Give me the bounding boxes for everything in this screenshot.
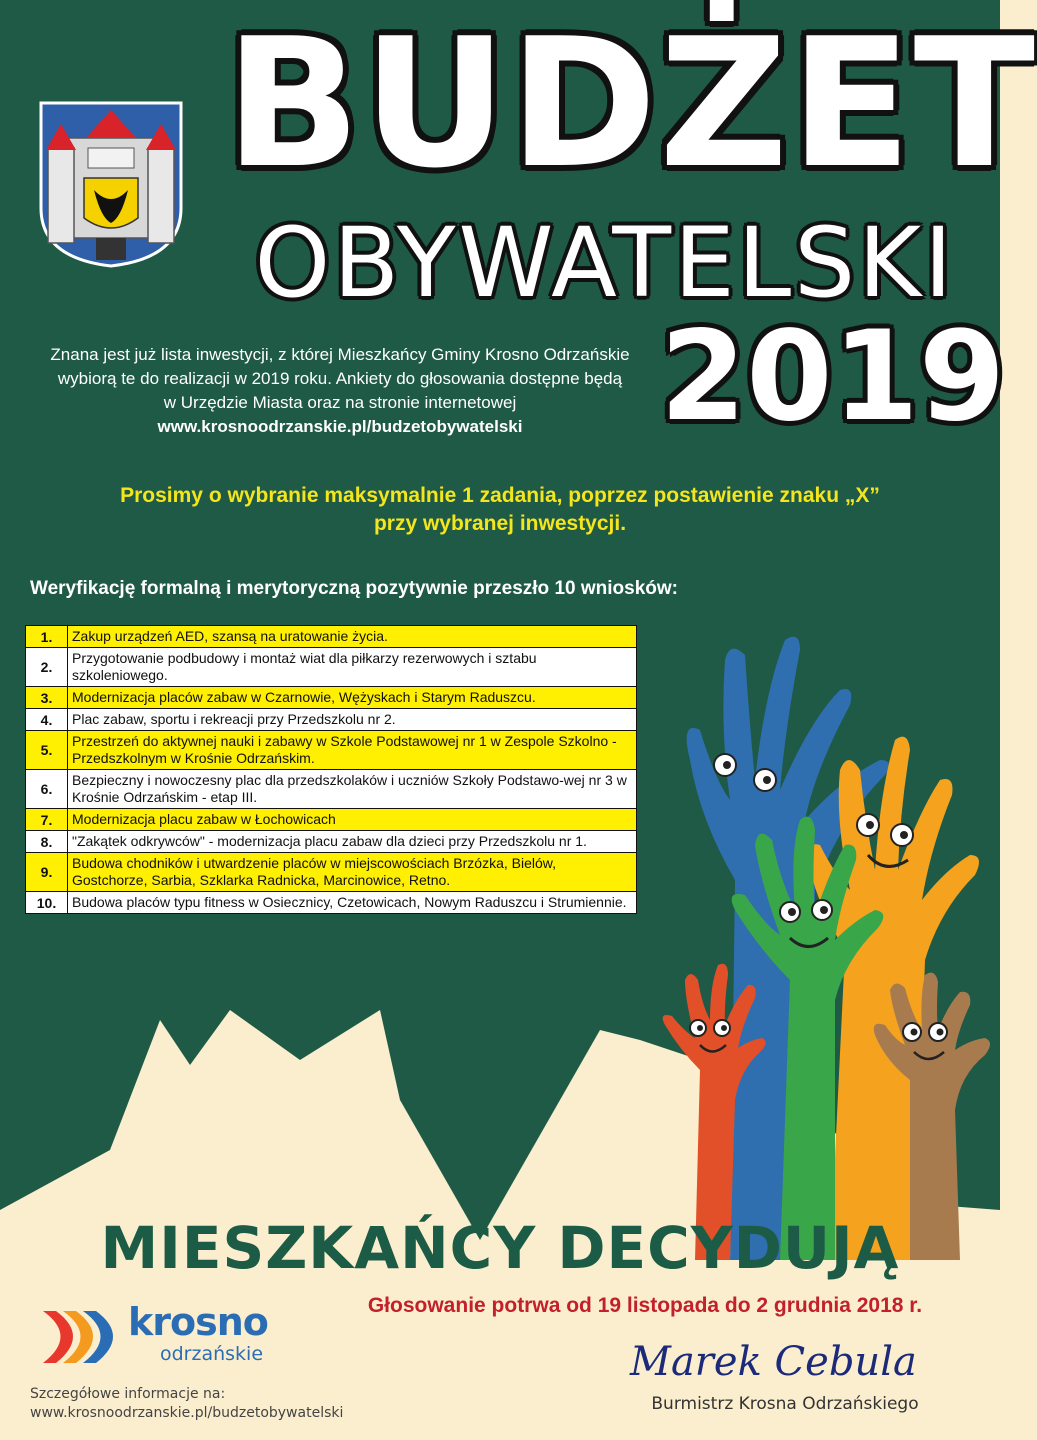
signature-name: Marek Cebula [630,1339,917,1385]
table-row [26,731,637,770]
request-text [20,482,980,538]
logo-name: krosno [128,1300,268,1344]
project-description: Modernizacja placu zabaw w Łochowicach [68,809,637,831]
project-description: Modernizacja placów zabaw w Czarnowie, Wężyskach i Starym Raduszcu. [68,687,637,709]
table-row [26,892,637,914]
project-number: 2. [26,648,68,687]
project-number: 3. [26,687,68,709]
project-number: 6. [26,770,68,809]
verification-heading: Weryfikację formalną i merytoryczną pozytywnie przeszło 10 wniosków: [30,578,678,599]
request-line-1: Prosimy o wybranie maksymalnie 1 zadania, poprzez postawienie znaku „X” [120,484,880,507]
details-url-link[interactable]: www.krosnoodrzanskie.pl/budzetobywatelski [30,1405,344,1421]
details-info [30,1385,390,1423]
intro-line-2: wybiorą te do realizacji w 2019 roku. Ankiety do głosowania dostępne będą [57,369,623,388]
project-description: Plac zabaw, sportu i rekreacji przy Przedszkolu nr 2. [68,709,637,731]
project-description: "Zakątek odkrywców" - modernizacja placu zabaw dla dzieci przy Przedszkolu nr 1. [68,831,637,853]
projects-table [25,625,637,914]
coat-of-arms-icon [36,98,186,268]
details-label: Szczegółowe informacje na: [30,1386,226,1402]
table-row [26,648,637,687]
table-row [26,853,637,892]
table-row [26,809,637,831]
table-row [26,709,637,731]
raised-hands-illustration [640,620,1000,1260]
signature-icon [620,1330,960,1390]
project-description: Budowa chodników i utwardzenie placów w miejscowościach Brzózka, Bielów, Gostchorze, Sarbia, Szklarka Radnicka, Marcinowice, Retno. [68,853,637,892]
project-number: 5. [26,731,68,770]
project-number: 1. [26,626,68,648]
voting-period: Głosowanie potrwa od 19 listopada do 2 grudnia 2018 r. [367,1294,923,1317]
project-description: Przestrzeń do aktywnej nauki i zabawy w Szkole Podstawowej nr 1 w Zespole Szkolno - Przedszkolnym w Krośnie Odrzańskim. [68,731,637,770]
project-description: Zakup urządzeń AED, szansą na uratowanie życia. [68,626,637,648]
krosno-logo [38,1296,298,1378]
project-description: Budowa placów typu fitness w Osiecznicy, Czetowicach, Nowym Raduszcu i Strumiennie. [68,892,637,914]
project-description: Bezpieczny i nowoczesny plac dla przedszkolaków i uczniów Szkoły Podstawo-wej nr 3 w Krośnie Odrzańskim - etap III. [68,770,637,809]
intro-line-1: Znana jest już lista inwestycji, z której Mieszkańcy Gminy Krosno Odrzańskie [50,345,630,364]
title-budzet-letter: Ż [658,0,791,207]
title-budzet-suffix: ET [790,0,1037,207]
table-row [26,626,637,648]
project-number: 8. [26,831,68,853]
intro-text [20,343,660,439]
title-year: 2019 [660,305,1006,449]
slogan: MIESZKAŃCY DECYDUJĄ [100,1214,900,1282]
project-number: 9. [26,853,68,892]
title-budzet [225,0,1037,207]
title-obywatelski: OBYWATELSKI [254,207,956,319]
project-number: 4. [26,709,68,731]
request-line-2: przy wybranej inwestycji. [373,512,627,535]
project-number: 7. [26,809,68,831]
krosno-logo-icon [38,1306,128,1368]
table-row [26,770,637,809]
title-budzet-prefix: BUD [225,0,659,207]
logo-sub: odrzańskie [160,1343,264,1365]
intro-url-link[interactable]: www.krosnoodrzanskie.pl/budzetobywatelski [157,417,523,436]
project-number: 10. [26,892,68,914]
intro-line-3: w Urzędzie Miasta oraz na stronie internetowej [163,393,517,412]
table-row [26,687,637,709]
project-description: Przygotowanie podbudowy i montaż wiat dla piłkarzy rezerwowych i sztabu szkoleniowego. [68,648,637,687]
mayor-title: Burmistrz Krosna Odrzańskiego [651,1394,919,1414]
table-row [26,831,637,853]
